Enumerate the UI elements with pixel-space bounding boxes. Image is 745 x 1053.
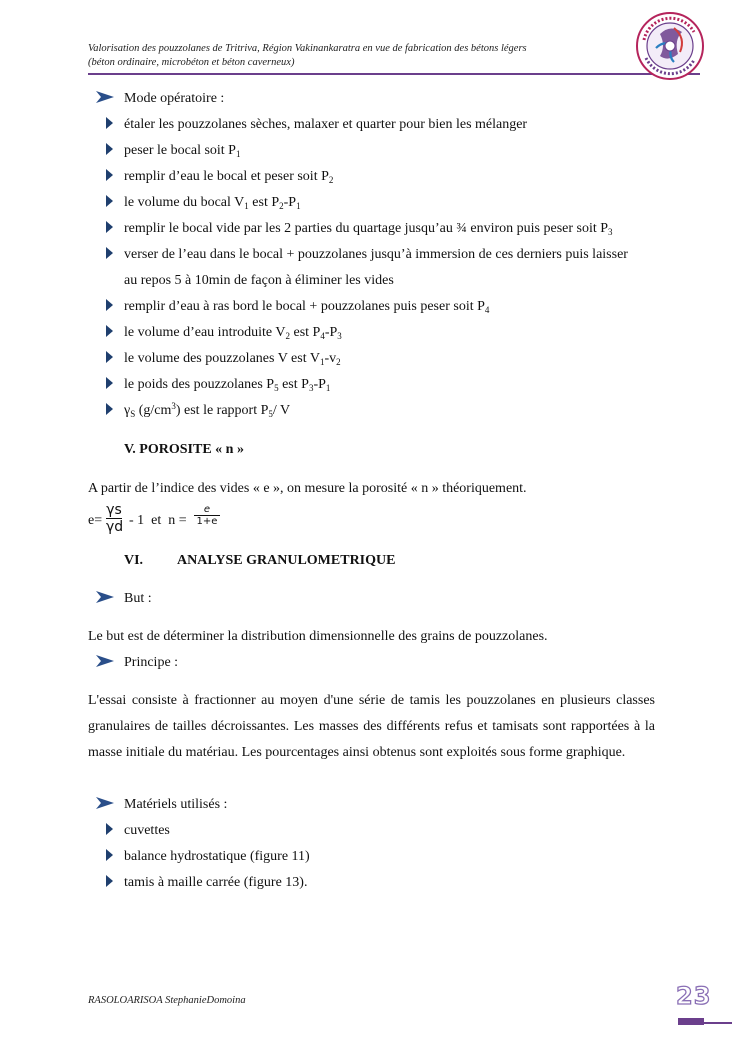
step-item: remplir d’eau à ras bord le bocal + pouzzolanes puis peser soit $P_4$ xyxy=(124,299,490,315)
page-number-bar xyxy=(678,1018,704,1025)
footer-author: RASOLOARISOA StephanieDomoina xyxy=(88,995,246,1006)
arrow-bullet-icon xyxy=(96,91,114,103)
triangle-bullet-icon xyxy=(106,875,113,887)
triangle-bullet-icon xyxy=(106,247,113,259)
arrow-bullet-icon xyxy=(96,591,114,603)
formula-fraction-gamma xyxy=(106,502,122,535)
formula-denominator: γd xyxy=(106,519,124,535)
step-item: étaler les pouzzolanes sèches, malaxer et quarter pour bien les mélanger xyxy=(124,117,528,132)
materiels-heading: Matériels utilisés : xyxy=(124,797,228,812)
materiel-item: tamis à maille carrée (figure 13). xyxy=(124,875,308,890)
principe-heading: Principe : xyxy=(124,655,179,670)
step-item: le poids des pouzzolanes $P_5$ est $P_3-P_1$ xyxy=(124,377,331,393)
page-number: 23 xyxy=(676,982,712,1010)
formula-numerator: e xyxy=(203,504,211,515)
formula-fraction-n xyxy=(194,504,220,527)
materiel-item: balance hydrostatique (figure 11) xyxy=(124,849,310,864)
header-line-2: (béton ordinaire, microbéton et béton caverneux) xyxy=(88,56,295,68)
triangle-bullet-icon xyxy=(106,849,113,861)
formula-lhs: e= xyxy=(88,513,103,528)
materiel-item: cuvettes xyxy=(124,823,170,838)
step-item-continuation: au repos 5 à 10min de façon à éliminer les vides xyxy=(124,273,394,288)
step-item: peser le bocal soit $P_1$ xyxy=(124,143,241,159)
triangle-bullet-icon xyxy=(106,169,113,181)
step-item: verser de l’eau dans le bocal + pouzzolanes jusqu’à immersion de ces derniers puis laisser xyxy=(124,247,628,262)
but-text: Le but est de déterminer la distribution dimensionnelle des grains de pouzzolanes. xyxy=(88,629,548,644)
formula-middle: - 1 et n = xyxy=(129,513,187,528)
triangle-bullet-icon xyxy=(106,823,113,835)
triangle-bullet-icon xyxy=(106,221,113,233)
triangle-bullet-icon xyxy=(106,299,113,311)
porosite-intro: A partir de l’indice des vides « e », on mesure la porosité « n » théoriquement. xyxy=(88,481,527,496)
principe-text: L'essai consiste à fractionner au moyen d'une série de tamis les pouzzolanes en plusieurs classes granulaires de tailles décroissantes. Les masses des différents refus et tamisats sont rapportées à la masse initiale du matériau. Les pourcentages ainsi obtenus sont exploités sous forme graphique. xyxy=(88,693,655,760)
step-item: le volume des pouzzolanes V est $V_1-v_2$ xyxy=(124,351,341,367)
arrow-bullet-icon xyxy=(96,797,114,809)
step-item: $\gamma_S$ $(g/cm^3)$ est le rapport $P_5/$ V xyxy=(124,401,291,419)
triangle-bullet-icon xyxy=(106,377,113,389)
step-item: remplir d’eau le bocal et peser soit $P_2$ xyxy=(124,169,334,185)
mode-operatoire-heading: Mode opératoire : xyxy=(124,91,225,106)
header-rule xyxy=(88,73,700,75)
running-header xyxy=(88,42,628,69)
section-number-analyse: VI. xyxy=(124,553,144,568)
header-line-1: Valorisation des pouzzolanes de Tritriva, Région Vakinankaratra en vue de fabrication des bétons légers xyxy=(88,43,527,54)
formula-denominator: 1+e xyxy=(194,515,220,527)
triangle-bullet-icon xyxy=(106,117,113,129)
triangle-bullet-icon xyxy=(106,143,113,155)
formula-numerator: γs xyxy=(106,502,122,518)
faculty-logo-icon xyxy=(634,10,706,82)
step-item: le volume d’eau introduite $V_2$ est $P_4-P_3$ xyxy=(124,325,342,341)
step-item: le volume du bocal $V_1$ est $P_2-P_1$ xyxy=(124,195,301,211)
triangle-bullet-icon xyxy=(106,351,113,363)
triangle-bullet-icon xyxy=(106,403,113,415)
page-number-underline xyxy=(704,1022,732,1024)
triangle-bullet-icon xyxy=(106,195,113,207)
but-heading: But : xyxy=(124,591,152,606)
arrow-bullet-icon xyxy=(96,655,114,667)
section-title-porosite: V. POROSITE « n » xyxy=(124,442,244,457)
triangle-bullet-icon xyxy=(106,325,113,337)
section-title-analyse: ANALYSE GRANULOMETRIQUE xyxy=(177,553,396,568)
step-item: remplir le bocal vide par les 2 parties du quartage jusqu’au ¾ environ puis peser soit $P_3$ xyxy=(124,221,613,237)
